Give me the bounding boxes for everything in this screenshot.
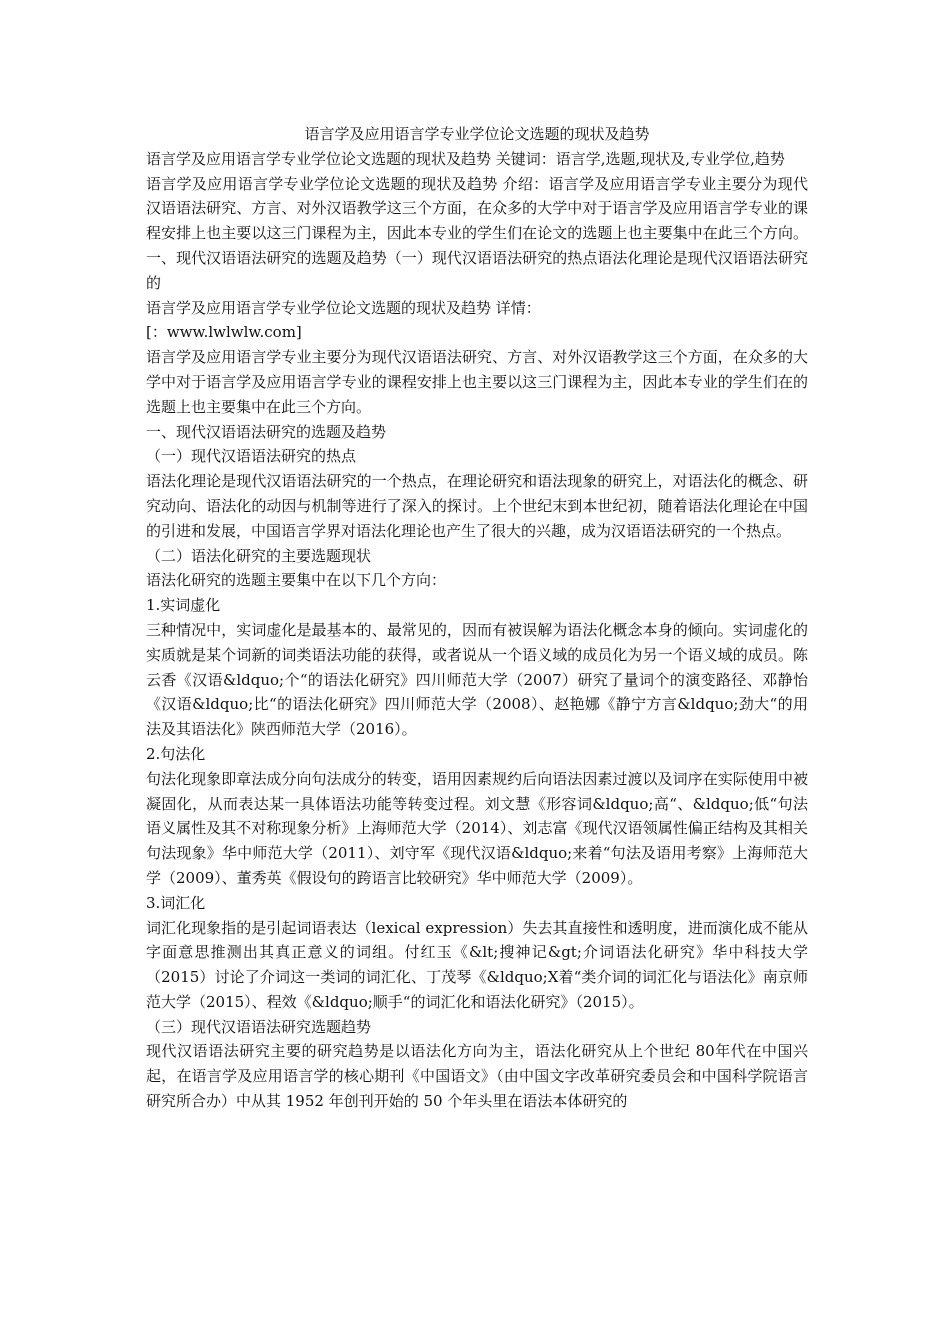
body-paragraph: 语言学及应用语言学专业主要分为现代汉语语法研究、方言、对外汉语教学这三个方面，在众多的大学中对于语言学及应用语言学专业的课程安排上也主要以这三门课程为主，因此本专业的学生们在的选题上也主要集中在此三个方向。 <box>146 348 808 416</box>
section-heading: 一、现代汉语语法研究的选题及趋势 <box>146 422 387 441</box>
body-paragraph: 现代汉语语法研究主要的研究趋势是以语法化方向为主，语法化研究从上个世纪 80年代在中国兴起，在语言学及应用语言学的核心期刊《中国语文》（由中国文字改革研究委员会和中国科学院语言研究所合办）中从其 1952 年创刊开始的 50 个年头里在语法本体研究的 <box>146 1042 808 1111</box>
intro-paragraph: 语言学及应用语言学专业学位论文选题的现状及趋势 介绍：语言学及应用语言学专业主要分为现代汉语语法研究、方言、对外汉语教学这三个方面，在众多的大学中对于语言学及应用语言学专业的课程安排上也主要以这三门课程为主，因此本专业的学生们在论文的选题上也主要集中在此三个方向。一、现代汉语语法研究的选题及趋势（一）现代汉语语法研究的热点语法化理论是现代汉语语法研究的 <box>146 174 808 292</box>
subsection-heading: （三）现代汉语语法研究选题趋势 <box>146 1017 372 1036</box>
details-heading: 语言学及应用语言学专业学位论文选题的现状及趋势 详情： <box>146 298 541 317</box>
numbered-heading: 2.句法化 <box>146 744 206 763</box>
body-paragraph: 三种情况中，实词虚化是最基本的、最常见的，因而有被误解为语法化概念本身的倾向。实词虚化的实质就是某个词新的词类语法功能的获得，或者说从一个语义域的成员化为另一个语义域的成员。陈云香《汉语&ldquo;个“的语法化研究》四川师范大学（2007）研究了量词个的演变路径、邓静怡《汉语&ldquo;比“的语法化研究》四川师范大学（2008）、赵艳娜《静宁方言&ldquo;劲大“的用法及其语法化》陕西师范大学（2016）。 <box>146 620 808 739</box>
body-paragraph: 语法化研究的选题主要集中在以下几个方向： <box>146 571 447 590</box>
body-paragraph: 词汇化现象指的是引起词语表达（lexical expression）失去其直接性和透明度，进而演化成不能从字面意思推测出其真正意义的词组。付红玉《&lt;搜神记&gt;介词语法化研究》华中科技大学（2015）讨论了介词这一类词的词汇化、丁茂琴《&ldquo;X着“类介词的词汇化与语法化》南京师范大学（2015）、程效《&ldquo;顺手“的词汇化和语法化研究》（2015）。 <box>146 918 808 1011</box>
source-link-text: [：www.lwlwlw.com] <box>146 323 302 342</box>
keywords-paragraph: 语言学及应用语言学专业学位论文选题的现状及趋势 关键词：语言学,选题,现状及,专业学位,趋势 <box>146 149 785 168</box>
subsection-heading: （二）语法化研究的主要选题现状 <box>146 546 372 565</box>
numbered-heading: 1.实词虚化 <box>146 596 221 615</box>
document-title: 语言学及应用语言学专业学位论文选题的现状及趋势 <box>304 125 650 143</box>
subsection-heading: （一）现代汉语语法研究的热点 <box>146 447 357 466</box>
body-paragraph: 语法化理论是现代汉语语法研究的一个热点，在理论研究和语法现象的研究上，对语法化的概念、研究动向、语法化的动因与机制等进行了深入的探讨。上个世纪末到本世纪初，随着语法化理论在中国的引进和发展，中国语言学界对语法化理论也产生了很大的兴趣，成为汉语语法研究的一个热点。 <box>146 472 808 540</box>
body-paragraph: 句法化现象即章法成分向句法成分的转变，语用因素规约后向语法因素过渡以及词序在实际使用中被凝固化，从而表达某一具体语法功能等转变过程。刘文慧《形容词&ldquo;高“、&ldquo;低“句法语义属性及其不对称现象分析》上海师范大学（2014）、刘志富《现代汉语领属性偏正结构及其相关句法现象》华中师范大学（2011）、刘守军《现代汉语&ldquo;来着“句法及语用考察》上海师范大学（2009）、董秀英《假设句的跨语言比较研究》华中师范大学（2009）。 <box>146 769 808 887</box>
document-page <box>146 122 808 1114</box>
numbered-heading: 3.词汇化 <box>146 893 206 912</box>
